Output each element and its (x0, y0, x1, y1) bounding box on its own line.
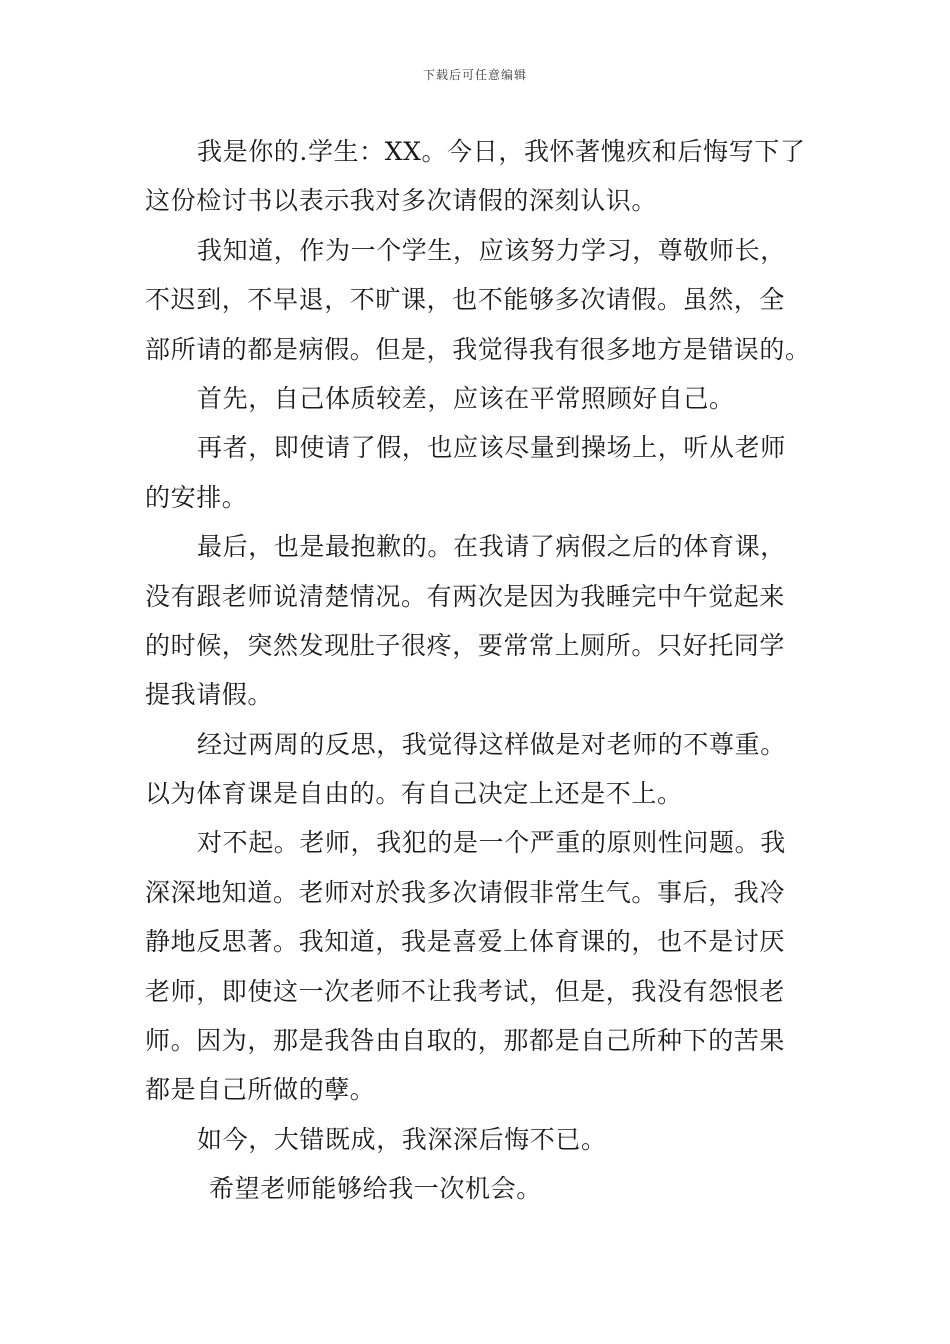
text-line: 提我请假。 (145, 680, 274, 710)
text-line: 我是你的.学生：XX。今日，我怀著愧疚和后悔写下了 (197, 137, 806, 166)
header-note: 下载后可任意编辑 (422, 68, 527, 82)
text-line: 如今，大错既成，我深深后悔不已。 (197, 1124, 607, 1154)
text-line: 的安排。 (145, 482, 248, 512)
text-line: 师。因为，那是我咎由自取的，那都是自己所种下的苦果 (145, 1026, 786, 1056)
text-line: 的时候，突然发现肚子很疼，要常常上厕所。只好托同学 (145, 630, 786, 660)
text-line: 对不起。老师，我犯的是一个严重的原则性问题。我 (197, 828, 786, 858)
text-line: 希望老师能够给我一次机会。 (209, 1174, 542, 1204)
text-line: 静地反思著。我知道，我是喜爱上体育课的，也不是讨厌 (145, 927, 786, 957)
document-body (145, 127, 813, 1214)
text-line: 以为体育课是自由的。有自己决定上还是不上。 (145, 779, 683, 809)
text-line: 我知道，作为一个学生，应该努力学习，尊敬师长， (197, 235, 786, 265)
text-line: 这份检讨书以表示我对多次请假的深刻认识。 (145, 186, 658, 216)
text-line: 部所请的都是病假。但是，我觉得我有很多地方是错误的。 (145, 334, 811, 364)
text-line: 最后，也是最抱歉的。在我请了病假之后的体育课， (197, 532, 786, 562)
text-line: 不迟到，不早退，不旷课，也不能够多次请假。虽然，全 (145, 285, 786, 315)
text-line: 深深地知道。老师对於我多次请假非常生气。事后，我冷 (145, 877, 786, 907)
text-line: 再者，即使请了假，也应该尽量到操场上，听从老师 (197, 433, 786, 463)
text-line: 都是自己所做的孽。 (145, 1075, 376, 1105)
text-line: 经过两周的反思，我觉得这样做是对老师的不尊重。 (197, 729, 786, 759)
text-line: 没有跟老师说清楚情况。有两次是因为我睡完中午觉起来 (145, 581, 786, 611)
text-line: 老师，即使这一次老师不让我考试，但是，我没有怨恨老 (145, 976, 786, 1006)
text-line: 首先，自己体质较差，应该在平常照顾好自己。 (197, 383, 735, 413)
